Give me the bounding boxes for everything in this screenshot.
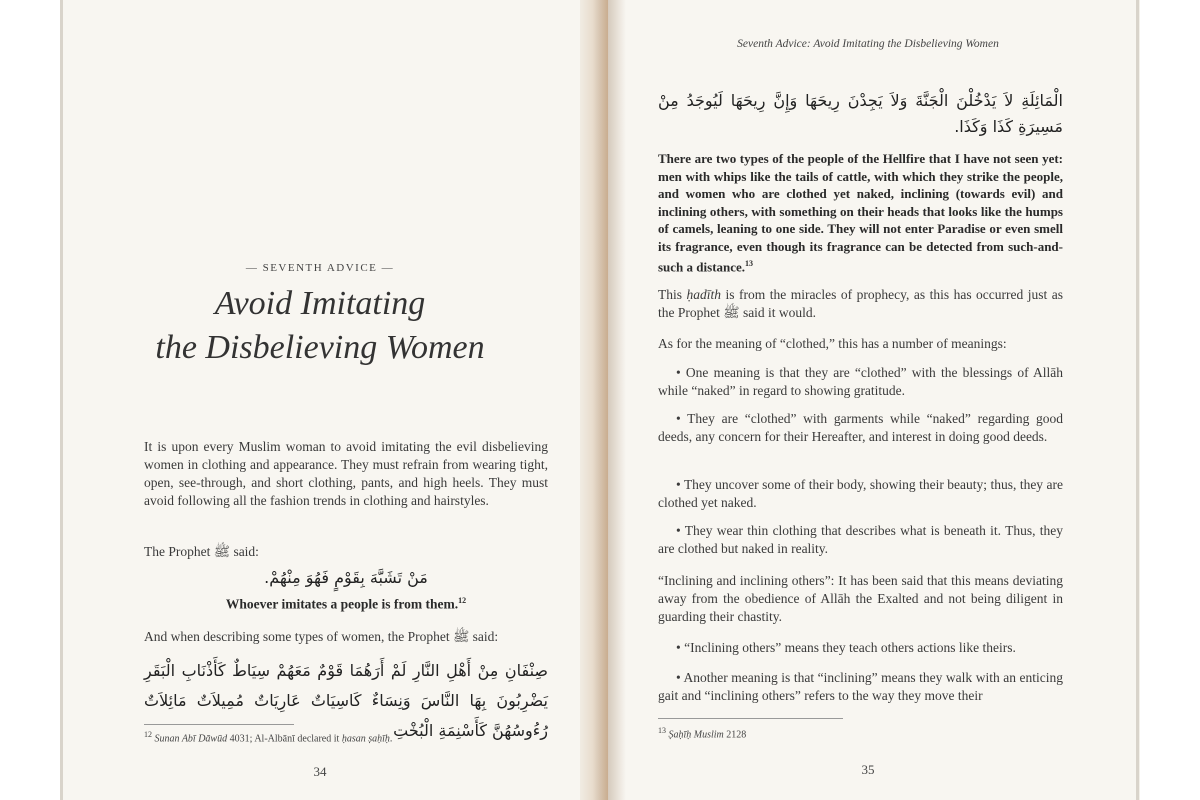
footnote-number: 12 [144,730,152,739]
footnote-13 [658,726,746,740]
miracle-text-c: is from the miracles of prophecy, as this has occurred just as the Prophet ﷺ said it would. [658,287,1063,320]
footnote-source: Sunan Abī Dāwūd [154,733,228,745]
footnote-divider-right [658,718,843,719]
page-number-left: 34 [313,764,327,779]
footnote-detail: 4031; Al-Albānī declared it [227,733,342,745]
page-edge-right [1136,0,1139,800]
translation-1-text: Whoever imitates a people is from them. [225,596,459,612]
intro-paragraph: It is upon every Muslim woman to avoid imitating the evil disbelieving women in clothing and appearance. They must refrain from wearing tight, open, see-through, and short clothing, pants, and high heels. They must avoid following all the fashion trends in clothing and hairstyles. [144,439,548,508]
chapter-title [60,282,580,370]
footnote-12 [144,730,392,744]
footnote-grade: ḥasan ṣaḥīḥ [341,733,390,745]
advice-label: — SEVENTH ADVICE — [245,262,395,274]
footnote-number-right: 13 [658,726,666,735]
hadith-translation-1 [144,596,548,613]
chapter-title-line1: Avoid Imitating [214,285,426,322]
footnote-ref-12: 12 [458,596,467,605]
running-head: Seventh Advice: Avoid Imitating the Disbelieving Women [737,38,999,50]
page-edge-left [60,0,63,800]
arabic-hadith-continuation: الْمَائِلَةِ لاَ يَدْخُلْنَ الْجَنَّةَ وَلاَ يَجِدْنَ رِيحَهَا وَإِنَّ رِيحَهَا لَيُوجَدُ مِنْ مَسِيرَةِ كَذَا وَكَذَا. [658,91,1063,136]
bullet-inclining-2: • Another meaning is that “inclining” means they walk with an enticing gait and “inclining others” refers to the way they move their [658,670,1063,703]
prophet-said-line: The Prophet ﷺ said: [144,544,259,559]
book-gutter [580,0,608,800]
bullet-meaning-2: • They are “clothed” with garments while “naked” regarding good deeds, any concern for their Hereafter, and interest in doing good deeds. [658,411,1063,444]
footnote-period: . [389,733,393,745]
footnote-detail-right: 2128 [723,729,747,741]
footnote-ref-13: 13 [745,259,754,268]
hadith-term: ḥadīth [686,287,722,302]
arabic-hadith-1: مَنْ تَشَبَّهَ بِقَوْمٍ فَهُوَ مِنْهُمْ. [264,568,428,587]
right-page [608,0,1138,800]
hadith-translation-2 [658,150,1063,276]
arabic-hadith-2: صِنْفَانِ مِنْ أَهْلِ النَّارِ لَمْ أَرَهُمَا قَوْمٌ مَعَهُمْ سِيَاطٌ كَأَذْنَابِ الْبَقَرِ يَضْرِبُونَ بِهَا النَّاسَ وَنِسَاءٌ كَاسِيَاتٌ عَارِيَاتٌ مُمِيلاَتٌ مَائِلاَتٌ رُءُوسُهُنَّ كَأَسْنِمَةِ الْبُخْتِ [144,661,548,740]
gutter-shadow [608,0,626,800]
translation-2-text: There are two types of the people of the Hellfire that I have not seen yet: men with whips like the tails of cattle, with which they strike the people, and women who are clothed yet naked, inclining (towards evil) and inclining others, with something on their heads that looks like the humps of camels, leaning to one side. They will not enter Paradise or even smell its fragrance, even though its fragrance can be detected from such-and-such a distance. [658,151,1063,275]
page-number-right: 35 [861,762,875,777]
describing-women-paragraph: And when describing some types of women, the Prophet ﷺ said: [144,629,499,644]
inclining-paragraph: “Inclining and inclining others”: It has been said that this means deviating away from the obedience of Allāh the Exalted and not being diligent in guarding their chastity. [658,573,1063,624]
miracle-text-a: This [658,287,687,302]
bullet-inclining-1: • “Inclining others” means they teach others actions like theirs. [676,640,1016,655]
bullet-meaning-4: • They wear thin clothing that describes what is beneath it. Thus, they are clothed but naked in reality. [658,523,1063,556]
bullet-meaning-3: • They uncover some of their body, showing their beauty; thus, they are clothed yet naked. [658,477,1063,510]
chapter-title-line2: the Disbelieving Women [155,329,485,366]
miracle-paragraph [658,286,1063,322]
footnote-divider [144,724,294,725]
bullet-meaning-1: • One meaning is that they are “clothed” with the blessings of Allāh while “naked” in regard to showing gratitude. [658,365,1063,398]
left-page [60,0,580,800]
clothed-meaning-intro: As for the meaning of “clothed,” this has a number of meanings: [658,336,1007,351]
footnote-source-right: Ṣaḥīḥ Muslim [668,729,724,741]
